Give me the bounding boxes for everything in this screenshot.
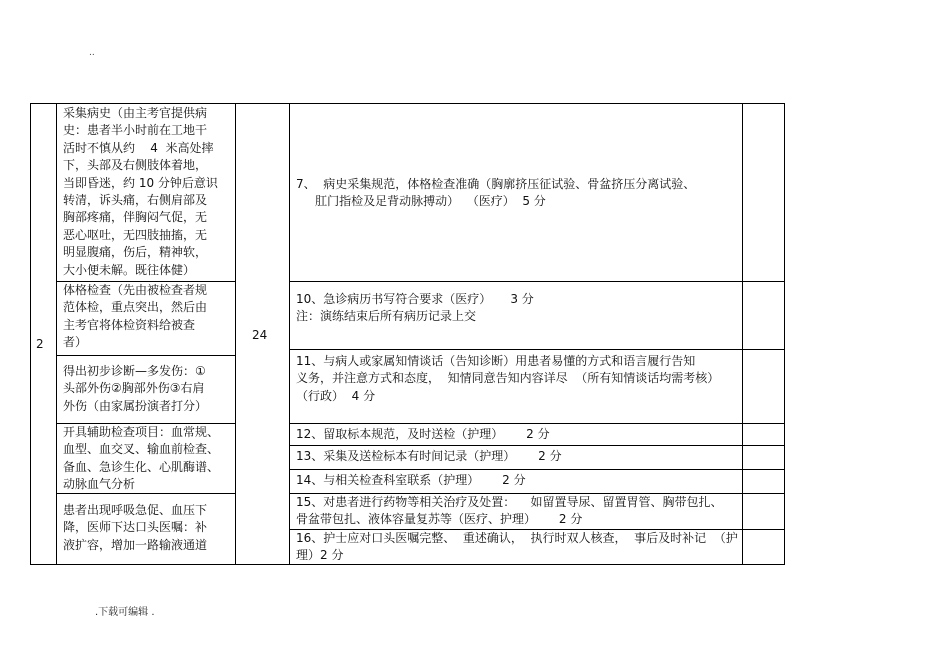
col-divider-step xyxy=(235,103,236,565)
crit-row-line-2 xyxy=(289,349,785,350)
step-emergency-order: 患者出现呼吸急促、血压下 降，医师下达口头医嘱：补 液扩容，增加一路输液通道 xyxy=(63,503,208,552)
col-divider-criteria xyxy=(742,103,743,565)
step-initial-diagnosis: 得出初步诊断—多发伤：① 头部外伤②胸部外伤③右肩 外伤（由家属扮演者打分） xyxy=(63,364,208,413)
col-divider-score xyxy=(289,103,290,565)
step-row-line-2 xyxy=(56,355,236,356)
step-aux-exams: 开具辅助检查项目：血常规、 血型、血交叉、输血前检查、 备血、急诊生化、心肌酶谱、 动脉血气分析 xyxy=(63,425,220,492)
criterion-15: 15、对患者进行药物等相关治疗及处置： 如留置导尿、留置胃管、胸带包扎、 骨盆带包扎、液体容量复苏等（医疗、护理） 2 分 xyxy=(296,495,723,527)
crit-row-line-1 xyxy=(289,281,785,282)
evaluation-table xyxy=(30,103,785,565)
header-mark: .. xyxy=(89,48,95,58)
table-right-border xyxy=(784,103,785,565)
row-index: 2 xyxy=(36,337,44,351)
criterion-16: 16、护士应对口头医嘱完整、 重述确认， 执行时双人核查， 事后及时补记 （护 理）2 分 xyxy=(296,531,738,563)
criterion-11: 11、与病人或家属知情谈话（告知诊断）用患者易懂的方式和语言履行告知 义务，并注意方式和态度， 知情同意告知内容详尽 （所有知情谈话均需考核） （行政） 4 分 xyxy=(296,354,720,403)
col-divider-index xyxy=(56,103,57,565)
crit-row-line-5 xyxy=(289,469,785,470)
row-score: 24 xyxy=(252,328,268,342)
criterion-14: 14、与相关检查科室联系（护理） 2 分 xyxy=(296,473,526,487)
table-top-border xyxy=(30,103,785,104)
step-physical-exam: 体格检查（先由被检查者规 范体检，重点突出，然后由 主考官将体检资料给被查 者） xyxy=(63,283,208,350)
table-left-border xyxy=(30,103,31,565)
step-history-taking: 采集病史（由主考官提供病 史：患者半小时前在工地干 活时不慎从约 4 米高处摔 下，头部及右侧肢体着地， 当即昏迷，约 10 分钟后意识 转清，诉头痛，右侧肩部及 胸部疼痛，伴胸闷气促，无 恶心呕吐，无四肢抽搐，无 明显腹痛，伤后，精神软， 大小便未解。既往体健） xyxy=(63,106,218,277)
crit-row-line-3 xyxy=(289,423,785,424)
crit-row-line-4 xyxy=(289,445,785,446)
criterion-7: 7、 病史采集规范，体格检查准确（胸廓挤压征试验、骨盆挤压分离试验、 肛门指检及足背动脉搏动） （医疗） 5 分 xyxy=(296,177,696,209)
criterion-10: 10、急诊病历书写符合要求（医疗） 3 分 注：演练结束后所有病历记录上交 xyxy=(296,292,534,324)
criterion-12: 12、留取标本规范，及时送检（护理） 2 分 xyxy=(296,427,550,441)
criterion-13: 13、采集及送检标本有时间记录（护理） 2 分 xyxy=(296,449,562,463)
footer-text: .下载可编辑 . xyxy=(95,607,155,618)
